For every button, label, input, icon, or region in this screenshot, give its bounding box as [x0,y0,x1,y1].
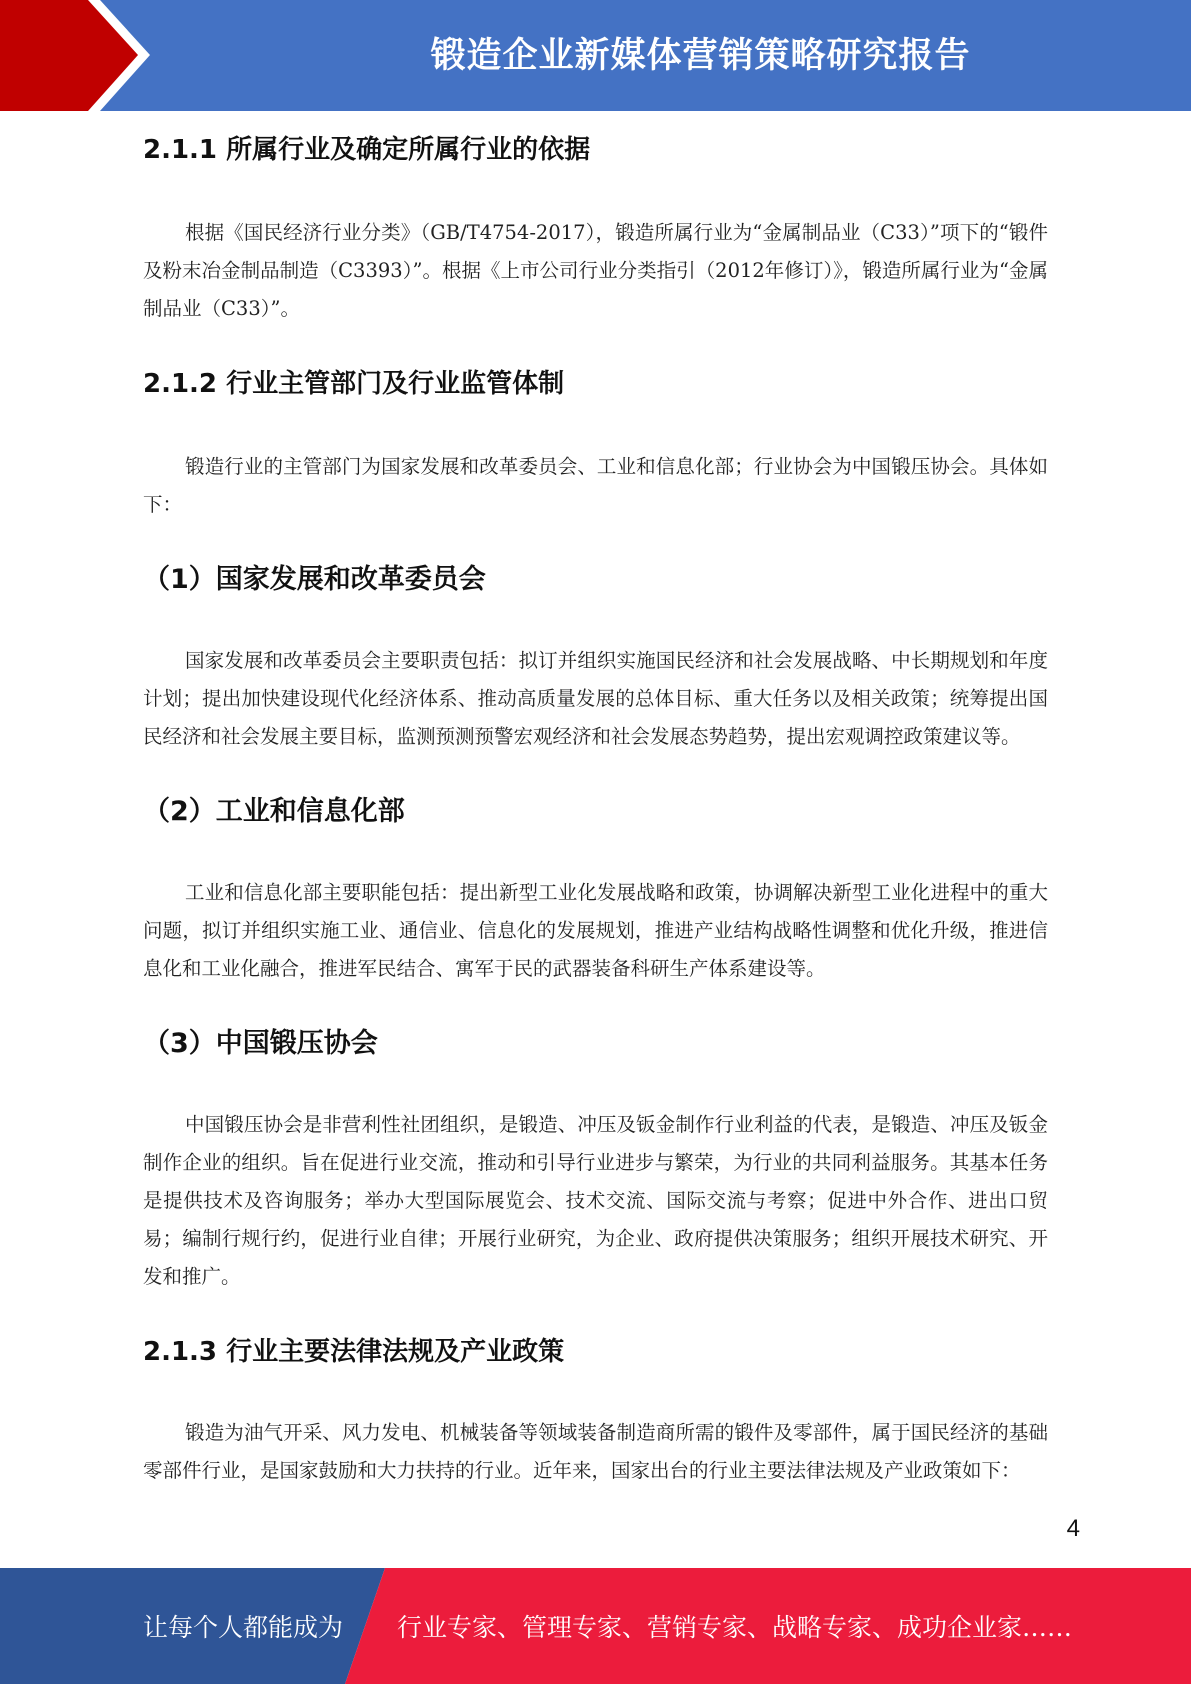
chevron-decoration-icon [0,0,160,111]
section-paragraph-2-1-3: 锻造为油气开采、风力发电、机械装备等领域装备制造商所需的锻件及零部件，属于国民经济的基础零部件行业，是国家鼓励和大力扶持的行业。近年来，国家出台的行业主要法律法规及产业政策如下： [143,1421,1048,1482]
page-number: 4 [1066,1515,1080,1542]
footer-slogan-right: 行业专家、管理专家、营销专家、战略专家、成功企业家…… [397,1613,1073,1642]
page-content [143,128,1048,1490]
header-band [0,0,1191,111]
subheading-miit: （2）工业和信息化部 [143,796,405,827]
section-heading-2-1-3: 2.1.3 行业主要法律法规及产业政策 [143,1337,565,1367]
paragraph-miit: 工业和信息化部主要职能包括：提出新型工业化发展战略和政策，协调解决新型工业化进程中的重大问题，拟订并组织实施工业、通信业、信息化的发展规划，推进产业结构战略性调整和优化升级，推进信息化和工业化融合，推进军民结合、寓军于民的武器装备科研生产体系建设等。 [143,881,1048,980]
report-title: 锻造企业新媒体营销策略研究报告 [430,36,971,76]
subheading-cfa: （3）中国锻压协会 [143,1028,378,1059]
section-paragraph-2-1-2: 锻造行业的主管部门为国家发展和改革委员会、工业和信息化部；行业协会为中国锻压协会。具体如下： [143,455,1048,516]
paragraph-cfa: 中国锻压协会是非营利性社团组织，是锻造、冲压及钣金制作行业利益的代表，是锻造、冲压及钣金制作企业的组织。旨在促进行业交流，推动和引导行业进步与繁荣，为行业的共同利益服务。其基本任务是提供技术及咨询服务；举办大型国际展览会、技术交流、国际交流与考察；促进中外合作、进出口贸易；编制行规行约，促进行业自律；开展行业研究，为企业、政府提供决策服务；组织开展技术研究、开发和推广。 [143,1113,1048,1288]
section-heading-2-1-1: 2.1.1 所属行业及确定所属行业的依据 [143,135,591,165]
footer-slogan-left: 让每个人都能成为 [143,1613,344,1642]
section-paragraph-2-1-1: 根据《国民经济行业分类》（GB/T4754-2017），锻造所属行业为“金属制品业（C33）”项下的“锻件及粉末冶金制品制造（C3393）”。根据《上市公司行业分类指引（2012年修订）》，锻造所属行业为“金属制品业（C33）”。 [143,221,1048,320]
footer-band [0,1568,1191,1684]
section-heading-2-1-2: 2.1.2 行业主管部门及行业监管体制 [143,369,565,399]
paragraph-ndrc: 国家发展和改革委员会主要职责包括：拟订并组织实施国民经济和社会发展战略、中长期规划和年度计划；提出加快建设现代化经济体系、推动高质量发展的总体目标、重大任务以及相关政策；统筹提出国民经济和社会发展主要目标，监测预测预警宏观经济和社会发展态势趋势，提出宏观调控政策建议等。 [143,649,1048,748]
subheading-ndrc: （1）国家发展和改革委员会 [143,564,486,595]
